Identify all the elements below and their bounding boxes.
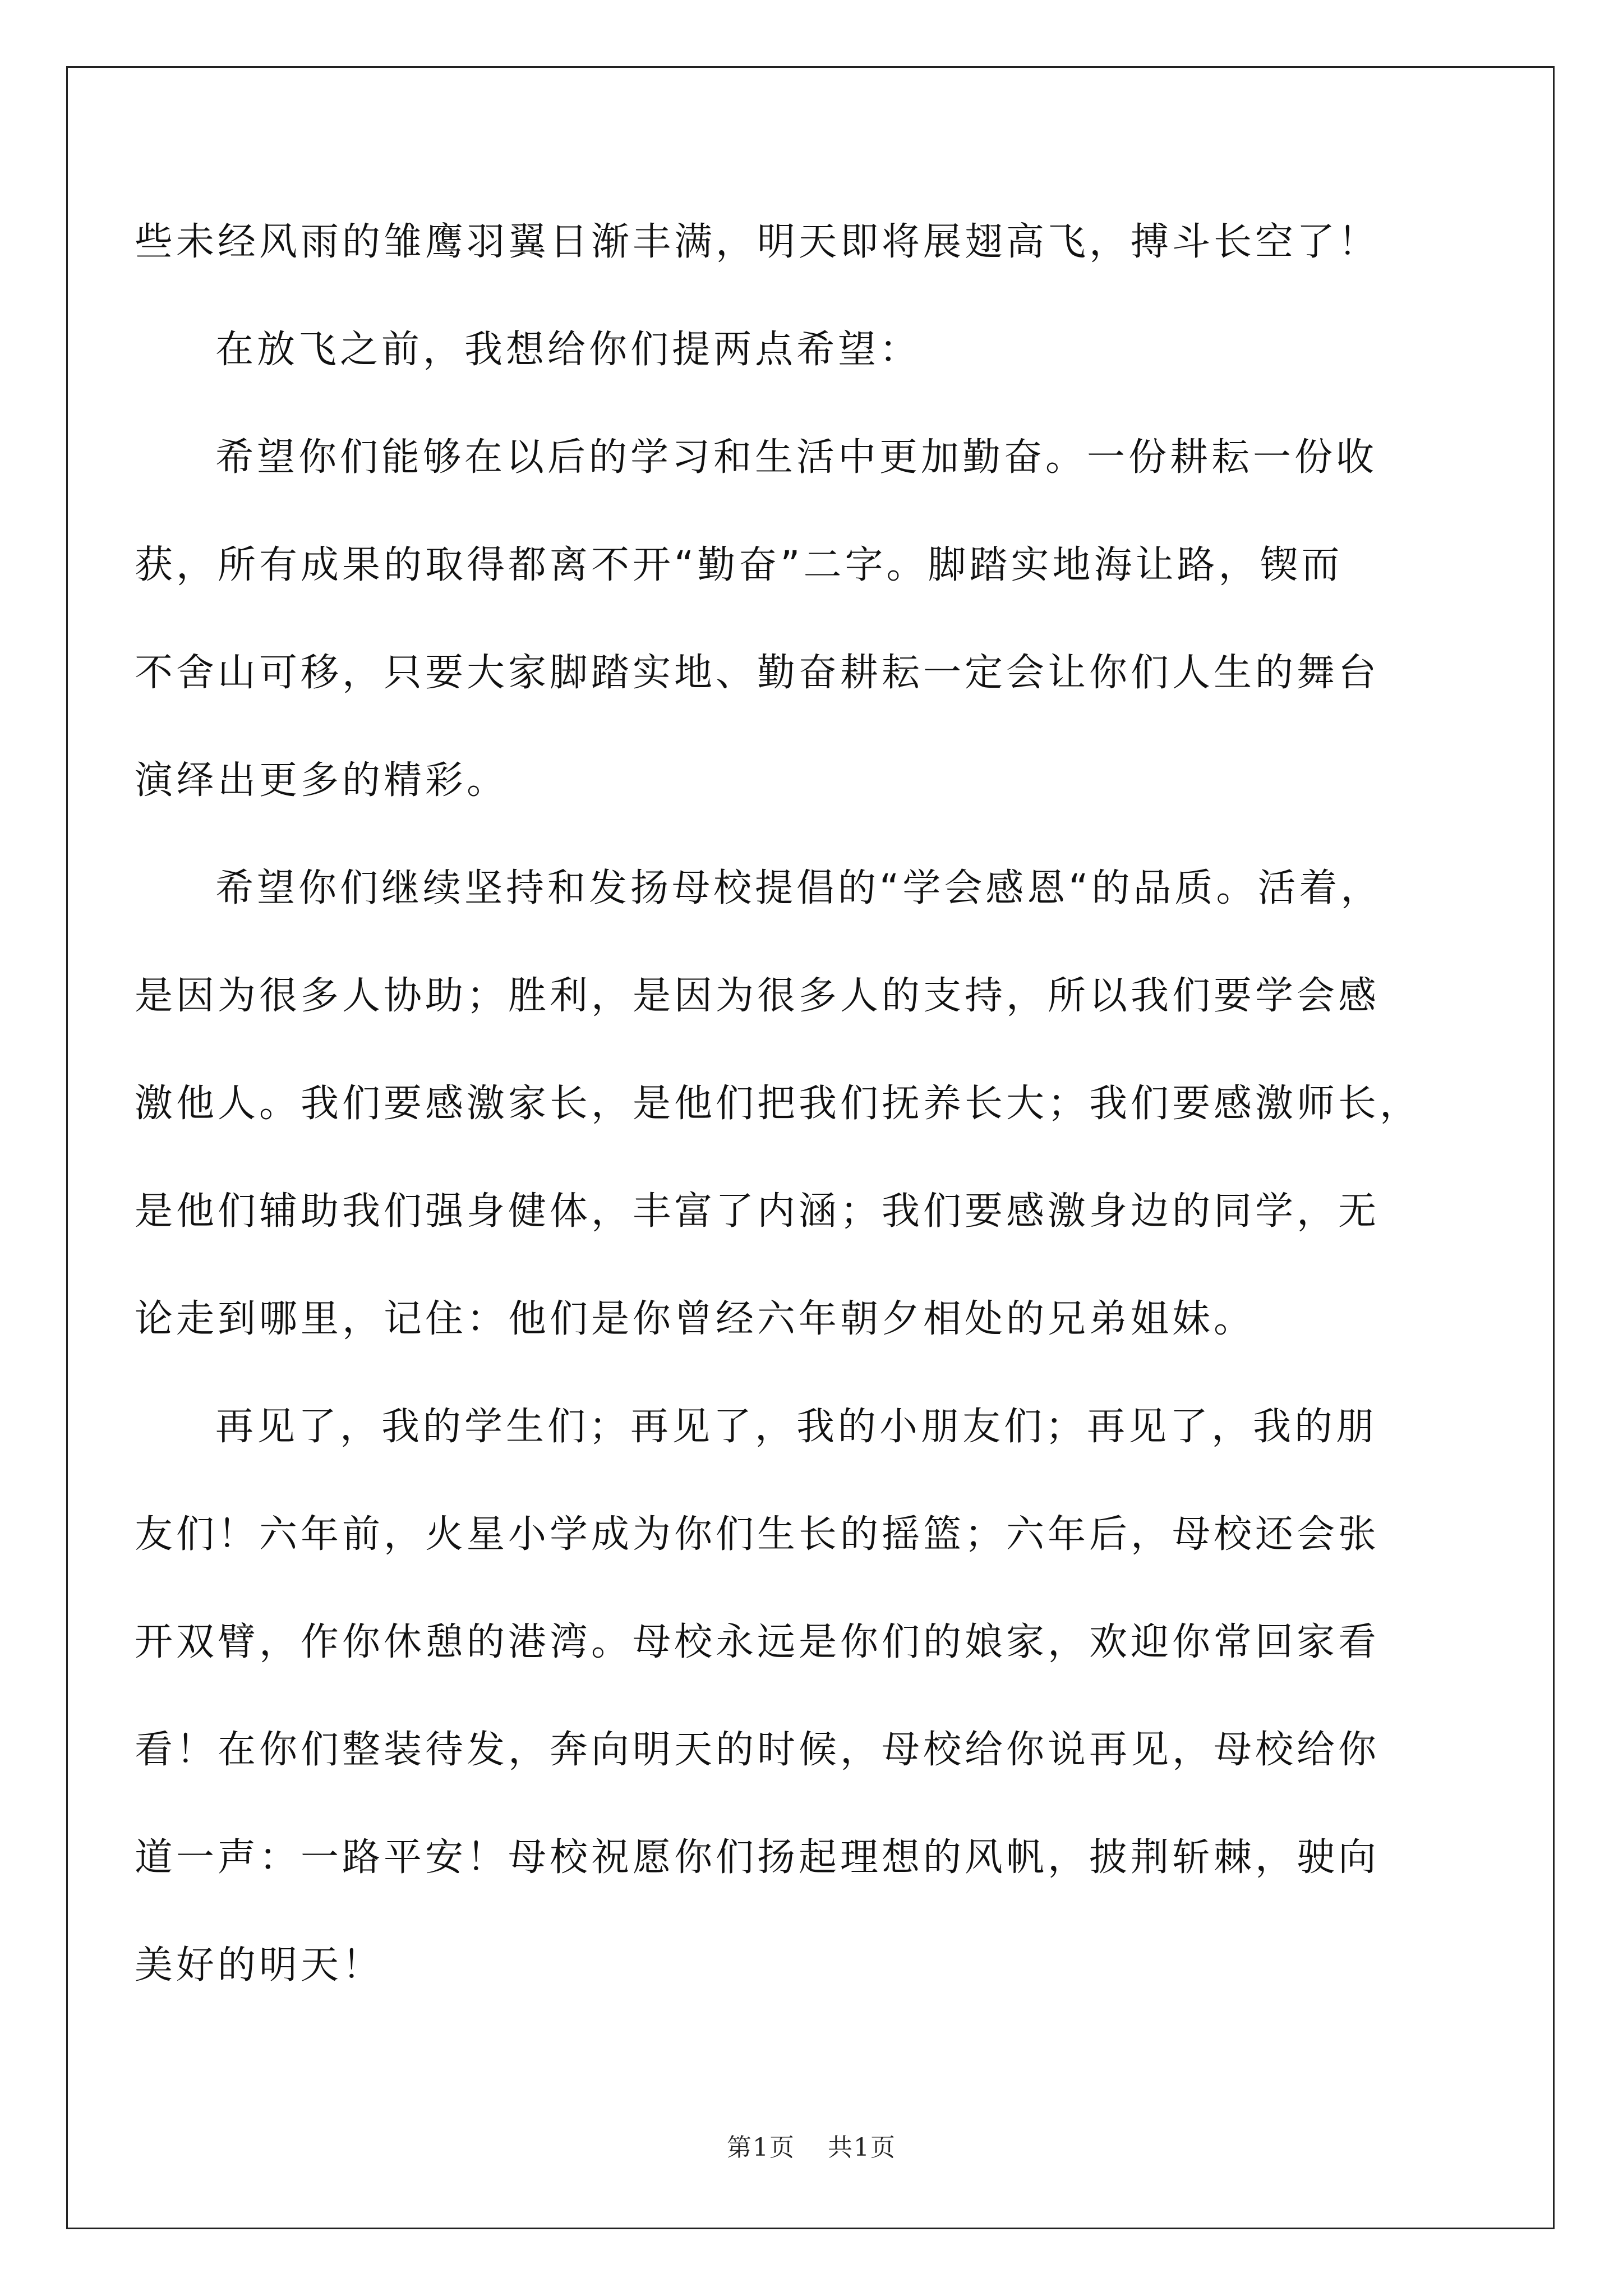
text-line: 些未经风雨的雏鹰羽翼日渐丰满，明天即将展翅高飞，搏斗长空了！ [135,220,1380,264]
text-line: 美好的明天！ [135,1943,384,1987]
text-line: 获，所有成果的取得都离不开“勤奋”二字。脚踏实地海让路，锲而 [135,543,1343,587]
text-line: 演绎出更多的精彩。 [135,758,509,803]
text-line: 是他们辅助我们强身健体，丰富了内涵；我们要感激身边的同学，无 [135,1189,1380,1234]
page-footer [0,2127,1623,2163]
page-total: 共1页 [828,2133,896,2162]
text-line: 希望你们能够在以后的学习和生活中更加勤奋。一份耕耘一份收 [215,435,1378,480]
text-line: 希望你们继续坚持和发扬母校提倡的“学会感恩“的品质。活着， [215,866,1382,910]
document-body [135,188,1503,2019]
text-line: 开双臂，作你休憩的港湾。母校永远是你们的娘家，欢迎你常回家看 [135,1620,1380,1664]
text-line: 友们！六年前，火星小学成为你们生长的摇篮；六年后，母校还会张 [135,1512,1380,1557]
text-line: 是因为很多人协助；胜利，是因为很多人的支持，所以我们要学会感 [135,974,1380,1018]
text-line: 道一声：一路平安！母校祝愿你们扬起理想的风帆，披荆斩棘，驶向 [135,1835,1380,1880]
page-number: 第1页 [727,2133,795,2162]
text-line: 激他人。我们要感激家长，是他们把我们抚养长大；我们要感激师长， [135,1082,1422,1126]
text-line: 再见了，我的学生们；再见了，我的小朋友们；再见了，我的朋 [215,1405,1378,1449]
text-line: 在放飞之前，我想给你们提两点希望： [215,328,921,372]
text-line: 看！在你们整装待发，奔向明天的时候，母校给你说再见，母校给你 [135,1728,1380,1772]
text-line: 论走到哪里，记住：他们是你曾经六年朝夕相处的兄弟姐妹。 [135,1297,1256,1341]
text-line: 不舍山可移，只要大家脚踏实地、勤奋耕耘一定会让你们人生的舞台 [135,651,1380,695]
